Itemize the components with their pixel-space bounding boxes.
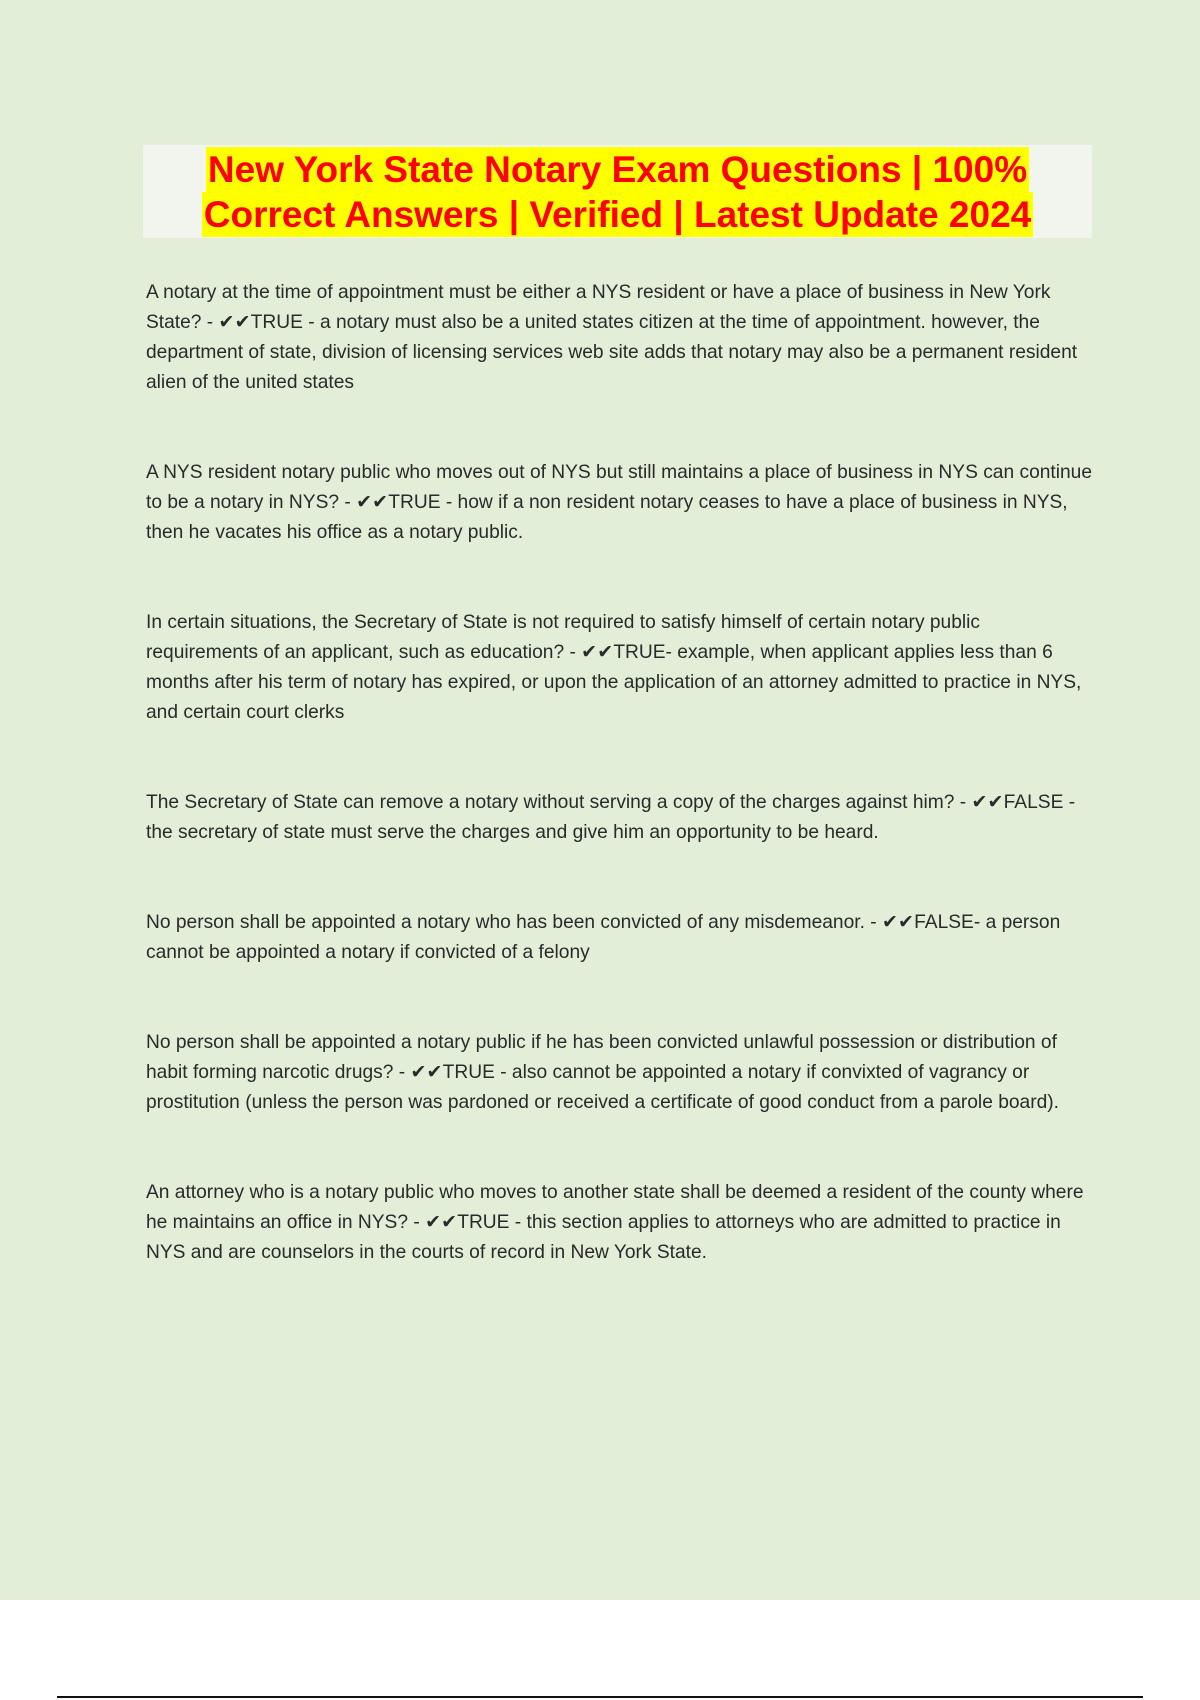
title-line-2: Correct Answers | Verified | Latest Update 2024 (203, 193, 1032, 235)
qa-item: A NYS resident notary public who moves out of NYS but still maintains a place of business in NYS can continue to be a notary in NYS? - ✔✔TRUE - how if a non resident notary ceases to have a place of business in NYS, then he vacates his office as a notary public. (146, 462, 1093, 543)
qa-item: In certain situations, the Secretary of State is not required to satisfy himself of certain notary public requirements of an applicant, such as education? - ✔✔TRUE- example, when applicant applies less than 6 months after his term of notary has expired, or upon the application of an attorney admitted to practice in NYS, and certain court clerks (146, 612, 1082, 723)
title-line-1: New York State Notary Exam Questions | 100% (207, 148, 1028, 190)
title-block (143, 145, 1092, 238)
qa-item: No person shall be appointed a notary public if he has been convicted unlawful possession or distribution of habit forming narcotic drugs? - ✔✔TRUE - also cannot be appointed a notary if convixted of vagrancy or prostitution (unless the person was pardoned or received a certificate of good conduct from a parole board). (146, 1032, 1059, 1113)
qa-item: A notary at the time of appointment must be either a NYS resident or have a place of business in New York State? - ✔✔TRUE - a notary must also be a united states citizen at the time of appointment. however, the department of state, division of licensing services web site adds that notary may also be a permanent resident alien of the united states (146, 282, 1078, 393)
page-divider (57, 1696, 1143, 1698)
qa-list (146, 278, 1092, 1328)
qa-item: An attorney who is a notary public who moves to another state shall be deemed a resident of the county where he maintains an office in NYS? - ✔✔TRUE - this section applies to attorneys who are admitted to practice in NYS and are counselors in the courts of record in New York State. (146, 1182, 1084, 1263)
qa-item: No person shall be appointed a notary who has been convicted of any misdemeanor. - ✔✔FALSE- a person cannot be appointed a notary if convicted of a felony (146, 912, 1061, 963)
qa-item: The Secretary of State can remove a notary without serving a copy of the charges against him? - ✔✔FALSE - the secretary of state must serve the charges and give him an opportunity to be heard. (146, 792, 1076, 843)
